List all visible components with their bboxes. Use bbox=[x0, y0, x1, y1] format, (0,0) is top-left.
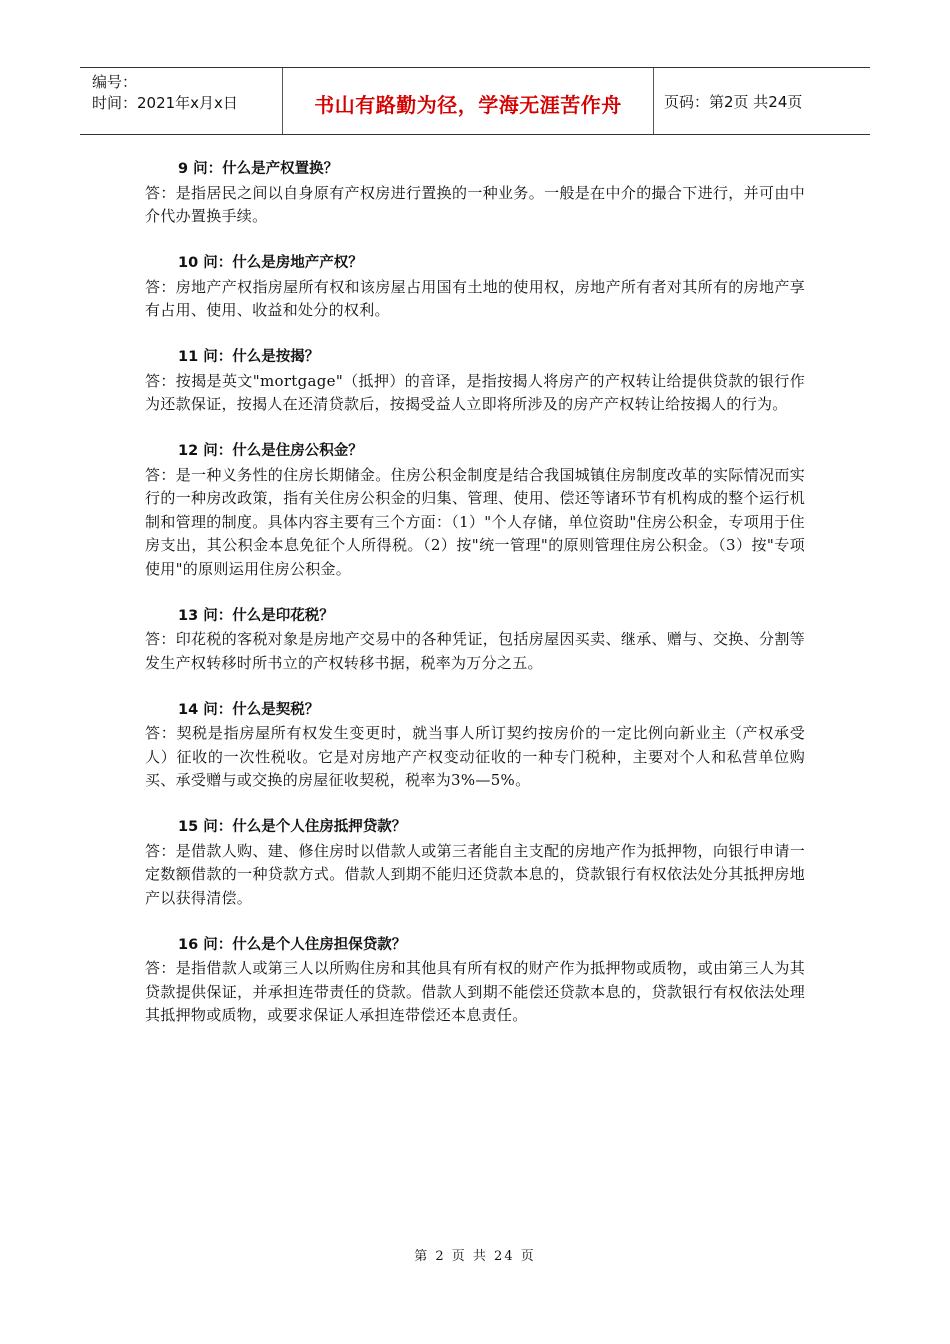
question-heading: 9 问：什么是产权置换？ bbox=[178, 161, 339, 177]
document-time-label: 时间：2021年x月x日 bbox=[92, 94, 238, 112]
question-heading: 14 问：什么是契税？ bbox=[178, 701, 320, 718]
answer-text: 答：印花税的客税对象是房地产交易中的各种凭证，包括房屋因买卖、继承、赠与、交换、分割等发生产权转移时所书立的产权转移书据，税率为万分之五。 bbox=[145, 630, 805, 672]
document-number-label: 编号： bbox=[92, 73, 138, 91]
answer-text: 答：是指借款人或第三人以所购住房和其他具有所有权的财产作为抵押物或质物，或由第三人为其贷款提供保证，并承担连带责任的贷款。借款人到期不能偿还贷款本息的，贷款银行有权依法处理其抵押物或质物，或要求保证人承担连带偿还本息责任。 bbox=[145, 959, 805, 1024]
question-heading: 13 问：什么是印花税？ bbox=[178, 607, 334, 624]
qa-item bbox=[145, 816, 805, 910]
document-body bbox=[145, 158, 805, 1051]
qa-item bbox=[145, 605, 805, 676]
answer-text: 答：是借款人购、建、修住房时以借款人或第三者能自主支配的房地产作为抵押物，向银行申请一定数额借款的一种贷款方式。借款人到期不能归还贷款本息的，贷款银行有权依法处分其抵押房地产以获得清偿。 bbox=[145, 841, 805, 907]
qa-item bbox=[145, 440, 805, 581]
header-meta-cell bbox=[80, 68, 283, 134]
page-header bbox=[80, 67, 870, 135]
question-heading: 12 问：什么是住房公积金？ bbox=[178, 443, 363, 459]
qa-item bbox=[145, 699, 805, 793]
answer-text: 答：是指居民之间以自身原有产权房进行置换的一种业务。一般是在中介的撮合下进行，并可由中介代办置换手续。 bbox=[145, 183, 805, 225]
qa-item bbox=[145, 252, 805, 323]
qa-item bbox=[145, 158, 805, 229]
question-heading: 10 问：什么是房地产产权？ bbox=[178, 255, 363, 271]
answer-text: 答：契税是指房屋所有权发生变更时，就当事人所订契约按房价的一定比例向新业主（产权承受人）征收的一次性税收。它是对房地产产权变动征收的一种专门税种，主要对个人和私营单位购买、承受赠与或交换的房屋征收契税，税率为3%—5%。 bbox=[145, 724, 805, 789]
answer-text: 答：房地产产权指房屋所有权和该房屋占用国有土地的使用权，房地产所有者对其所有的房地产享有占用、使用、收益和处分的权利。 bbox=[145, 277, 805, 319]
qa-item bbox=[145, 346, 805, 417]
page-footer: 第 2 页 共 24 页 bbox=[414, 1249, 536, 1264]
qa-item bbox=[145, 934, 805, 1028]
header-page-info: 页码：第2页 共24页 bbox=[664, 92, 803, 111]
header-motto: 书山有路勤为径，学海无涯苦作舟 bbox=[283, 68, 654, 134]
question-heading: 15 问：什么是个人住房抵押贷款？ bbox=[178, 819, 407, 835]
question-heading: 11 问：什么是按揭？ bbox=[178, 349, 320, 365]
answer-text: 答：是一种义务性的住房长期储金。住房公积金制度是结合我国城镇住房制度改革的实际情况而实行的一种房改政策，指有关住房公积金的归集、管理、使用、偿还等诸环节有机构成的整个运行机制和管理的制度。具体内容主要有三个方面：（1）"个人存储，单位资助"住房公积金，专项用于住房支出，其公积金本息免征个人所得税。（2）按"统一管理"的原则管理住房公积金。（3）按"专项使用"的原则运用住房公积金。 bbox=[145, 465, 805, 578]
answer-text: 答：按揭是英文"mortgage"（抵押）的音译，是指按揭人将房产的产权转让给提供贷款的银行作为还款保证，按揭人在还清贷款后，按揭受益人立即将所涉及的房产产权转让给按揭人的行为。 bbox=[145, 371, 805, 413]
question-heading: 16 问：什么是个人住房担保贷款？ bbox=[178, 936, 407, 953]
